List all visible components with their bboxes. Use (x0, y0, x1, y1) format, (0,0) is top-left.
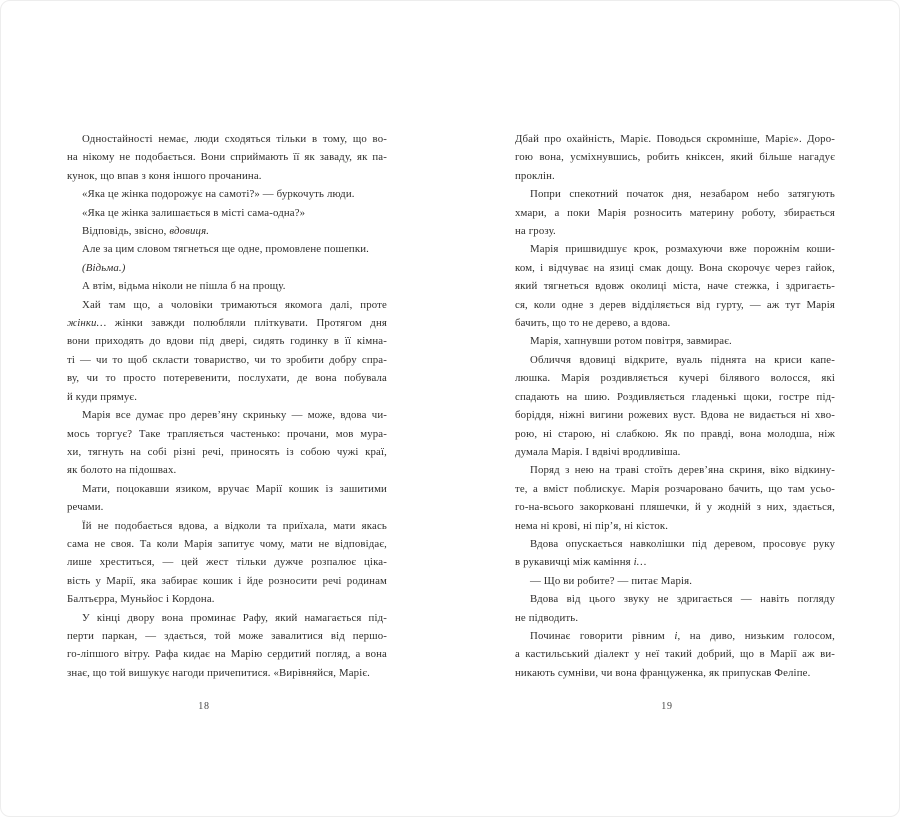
paragraph (515, 130, 835, 185)
text-line: Обличчя вдовиці відкрите, вуаль піднята на криси капе- (530, 353, 835, 366)
text-line: а кастильський діалект у неї такий добрий, що в Марії аж ви- (515, 648, 835, 661)
text-line: лише хреститься, — цей жест тільки дужче розпалює ціка- (67, 556, 387, 569)
right-page-text (515, 130, 835, 682)
text-line: Мати, поцокавши язиком, вручає Марії кошик із зашитими (82, 482, 387, 495)
text-line: Хай там що, а чоловіки тримаються якомога далі, проте (82, 298, 387, 311)
text-line: ком, і відчуває на язиці смак дощу. Вона скорочує через гайок, (515, 261, 835, 274)
text-line: спадають на шию. Роздивляється гладенькі щоки, гостре під- (515, 390, 835, 403)
text-line: перти паркан, — здається, той може завалитися від першо- (67, 629, 387, 642)
text-line (67, 259, 387, 277)
paragraph (515, 572, 835, 590)
text-line: на грозу. (515, 225, 556, 238)
italic-text: і (674, 629, 678, 642)
text-line: Поряд з нею на траві стоїть дерев’яна скриня, віко відкину- (530, 464, 835, 477)
text-line: сама не своя. Та коли Марія запитує чому, мати не відповідає, (67, 537, 387, 550)
paragraph (515, 535, 835, 572)
text-line: хмари, а поки Марія розносить материну роботу, збирається (515, 206, 835, 219)
italic-text: жінки… (67, 317, 107, 330)
paragraph (67, 296, 387, 406)
text-line: Починає говорити рівним і, на диво, низьким голосом, (530, 629, 835, 642)
text-line: ся, коли одне з дерев відділяється від гурту, — аж тут Марія (515, 298, 835, 311)
text-line: жінки… жінки завжди полюбляли пліткувати. Протягом дня (67, 317, 387, 330)
text-line: мось торгує? Таке трапляється частенько: прочани, мов мура- (67, 427, 387, 440)
text-line: Вдова опускається навколішки під деревом, просовує руку (530, 537, 835, 550)
paragraph (67, 185, 387, 203)
paragraph (67, 240, 387, 258)
text-line: Балтьєрра, Муньйос і Кордона. (67, 593, 215, 606)
text-line: У кінці двору вона проминає Рафу, який намагається під- (82, 611, 387, 624)
page-number-left: 18 (198, 701, 210, 712)
text-line: боріддя, ніжні вигини рожевих вуст. Вдова не видається ні хво- (515, 409, 835, 422)
paragraph (67, 277, 387, 295)
paragraph (67, 222, 387, 240)
text-line: Одностайності немає, люди сходяться тільки в тому, що во- (82, 133, 387, 145)
text-line: никають сумніви, чи вона француженка, як припускав Феліпе. (515, 666, 811, 679)
text-line: проклін. (515, 169, 555, 182)
left-page-text (67, 130, 387, 682)
paragraph (515, 240, 835, 332)
text-line: не підводить. (515, 611, 579, 624)
page-number-right: 19 (661, 701, 673, 712)
text-line: Відповідь, звісно, вдовиця. (82, 225, 210, 238)
text-line: «Яка це жінка залишається в місті сама-одна?» (82, 206, 306, 219)
text-line: — Що ви робите? — питає Марія. (530, 574, 693, 587)
text-line: Вдова від цього звуку не здригається — навіть погляду (530, 593, 835, 606)
italic-text: вдовиця. (169, 225, 210, 238)
text-line: Попри спекотний початок дня, незабаром небо затягують (530, 188, 835, 201)
text-line: який тягнеться вдовж околиці міста, наче стежка, і здригаєть- (515, 280, 835, 293)
italic-text: і… (633, 556, 647, 569)
text-line: рою, ні старою, ні слабкою. Як по правді, вона молодша, ніж (515, 427, 835, 440)
text-line: думала Марія. І вдвічі вродливіша. (515, 445, 681, 458)
text-line: вість у Марії, яка забирає кошик і йде розносити речі родинам (67, 574, 387, 587)
paragraph (67, 609, 387, 683)
text-line: й куди прямує. (67, 390, 138, 403)
text-line: те, а вміст поблискує. Марія розчаровано бачить, що там усьо- (515, 482, 835, 495)
italic-text: (Відьма.) (82, 261, 126, 274)
paragraph (515, 351, 835, 461)
text-line: го-ліпшого вітру. Рафа кидає на Марію сердитий погляд, а вона (67, 648, 387, 661)
text-line: Марія все думає про дерев’яну скриньку — може, вдова чи- (82, 409, 387, 422)
text-line: кунок, що впав з коня іншого прочанина. (67, 169, 262, 182)
text-line: знає, що той вишукує нагоди причепитися. «Вирівняйся, Маріє. (67, 666, 370, 679)
paragraph (515, 185, 835, 240)
text-line: го-на-всього закорковані пляшечки, й у жодній з них, здається, (515, 501, 835, 514)
text-line: «Яка це жінка подорожує на самоті?» — буркочуть люди. (82, 188, 355, 201)
paragraph (515, 461, 835, 535)
text-line: речами. (67, 501, 104, 514)
paragraph (67, 130, 387, 185)
text-line: бачить, що то не дерево, а вдова. (515, 317, 671, 330)
text-line: гою вона, усміхнувшись, робить кніксен, який більше нагадує (515, 151, 835, 164)
paragraph (515, 332, 835, 350)
text-line: Марія, хапнувши ротом повітря, завмирає. (530, 335, 732, 348)
text-line: Але за цим словом тягнеться ще одне, промовлене пошепки. (82, 243, 370, 256)
text-line: ву, чи то просто потеревенити, послухати, де вона побувала (67, 372, 387, 385)
text-line: як болото на підошвах. (67, 464, 177, 477)
text-line: Дбай про охайність, Маріє. Поводься скромніше, Маріє». Доро- (515, 133, 835, 145)
paragraph (67, 406, 387, 480)
text-line: Їй не подобається вдова, а відколи та приїхала, мати якась (82, 519, 387, 532)
text-line: ті — чи то щоб скласти товариство, чи то зробити добру спра- (67, 353, 387, 366)
paragraph (67, 517, 387, 609)
paragraph (67, 204, 387, 222)
text-line: Марія пришвидшує крок, розмахуючи вже порожнім коши- (530, 243, 835, 256)
paragraph (67, 259, 387, 277)
text-line: вони приходять до вдови під двері, сидять годинку в її кімна- (67, 335, 387, 348)
text-line: нема ні крові, ні пір’я, ні кісток. (515, 519, 669, 532)
paragraph (515, 590, 835, 627)
text-line: на нікому не подобається. Вони сприймають її як заваду, як па- (67, 151, 387, 164)
text-line: в рукавичці між каміння і… (515, 556, 647, 569)
text-line: А втім, відьма ніколи не пішла б на прощу. (82, 280, 286, 293)
paragraph (67, 480, 387, 517)
paragraph (515, 627, 835, 682)
text-line: хи, тягнуть на собі різні речі, приносять із собою чужі краї, (67, 445, 387, 458)
text-line: люшка. Марія роздивляється кучері білявого волосся, які (515, 372, 835, 385)
